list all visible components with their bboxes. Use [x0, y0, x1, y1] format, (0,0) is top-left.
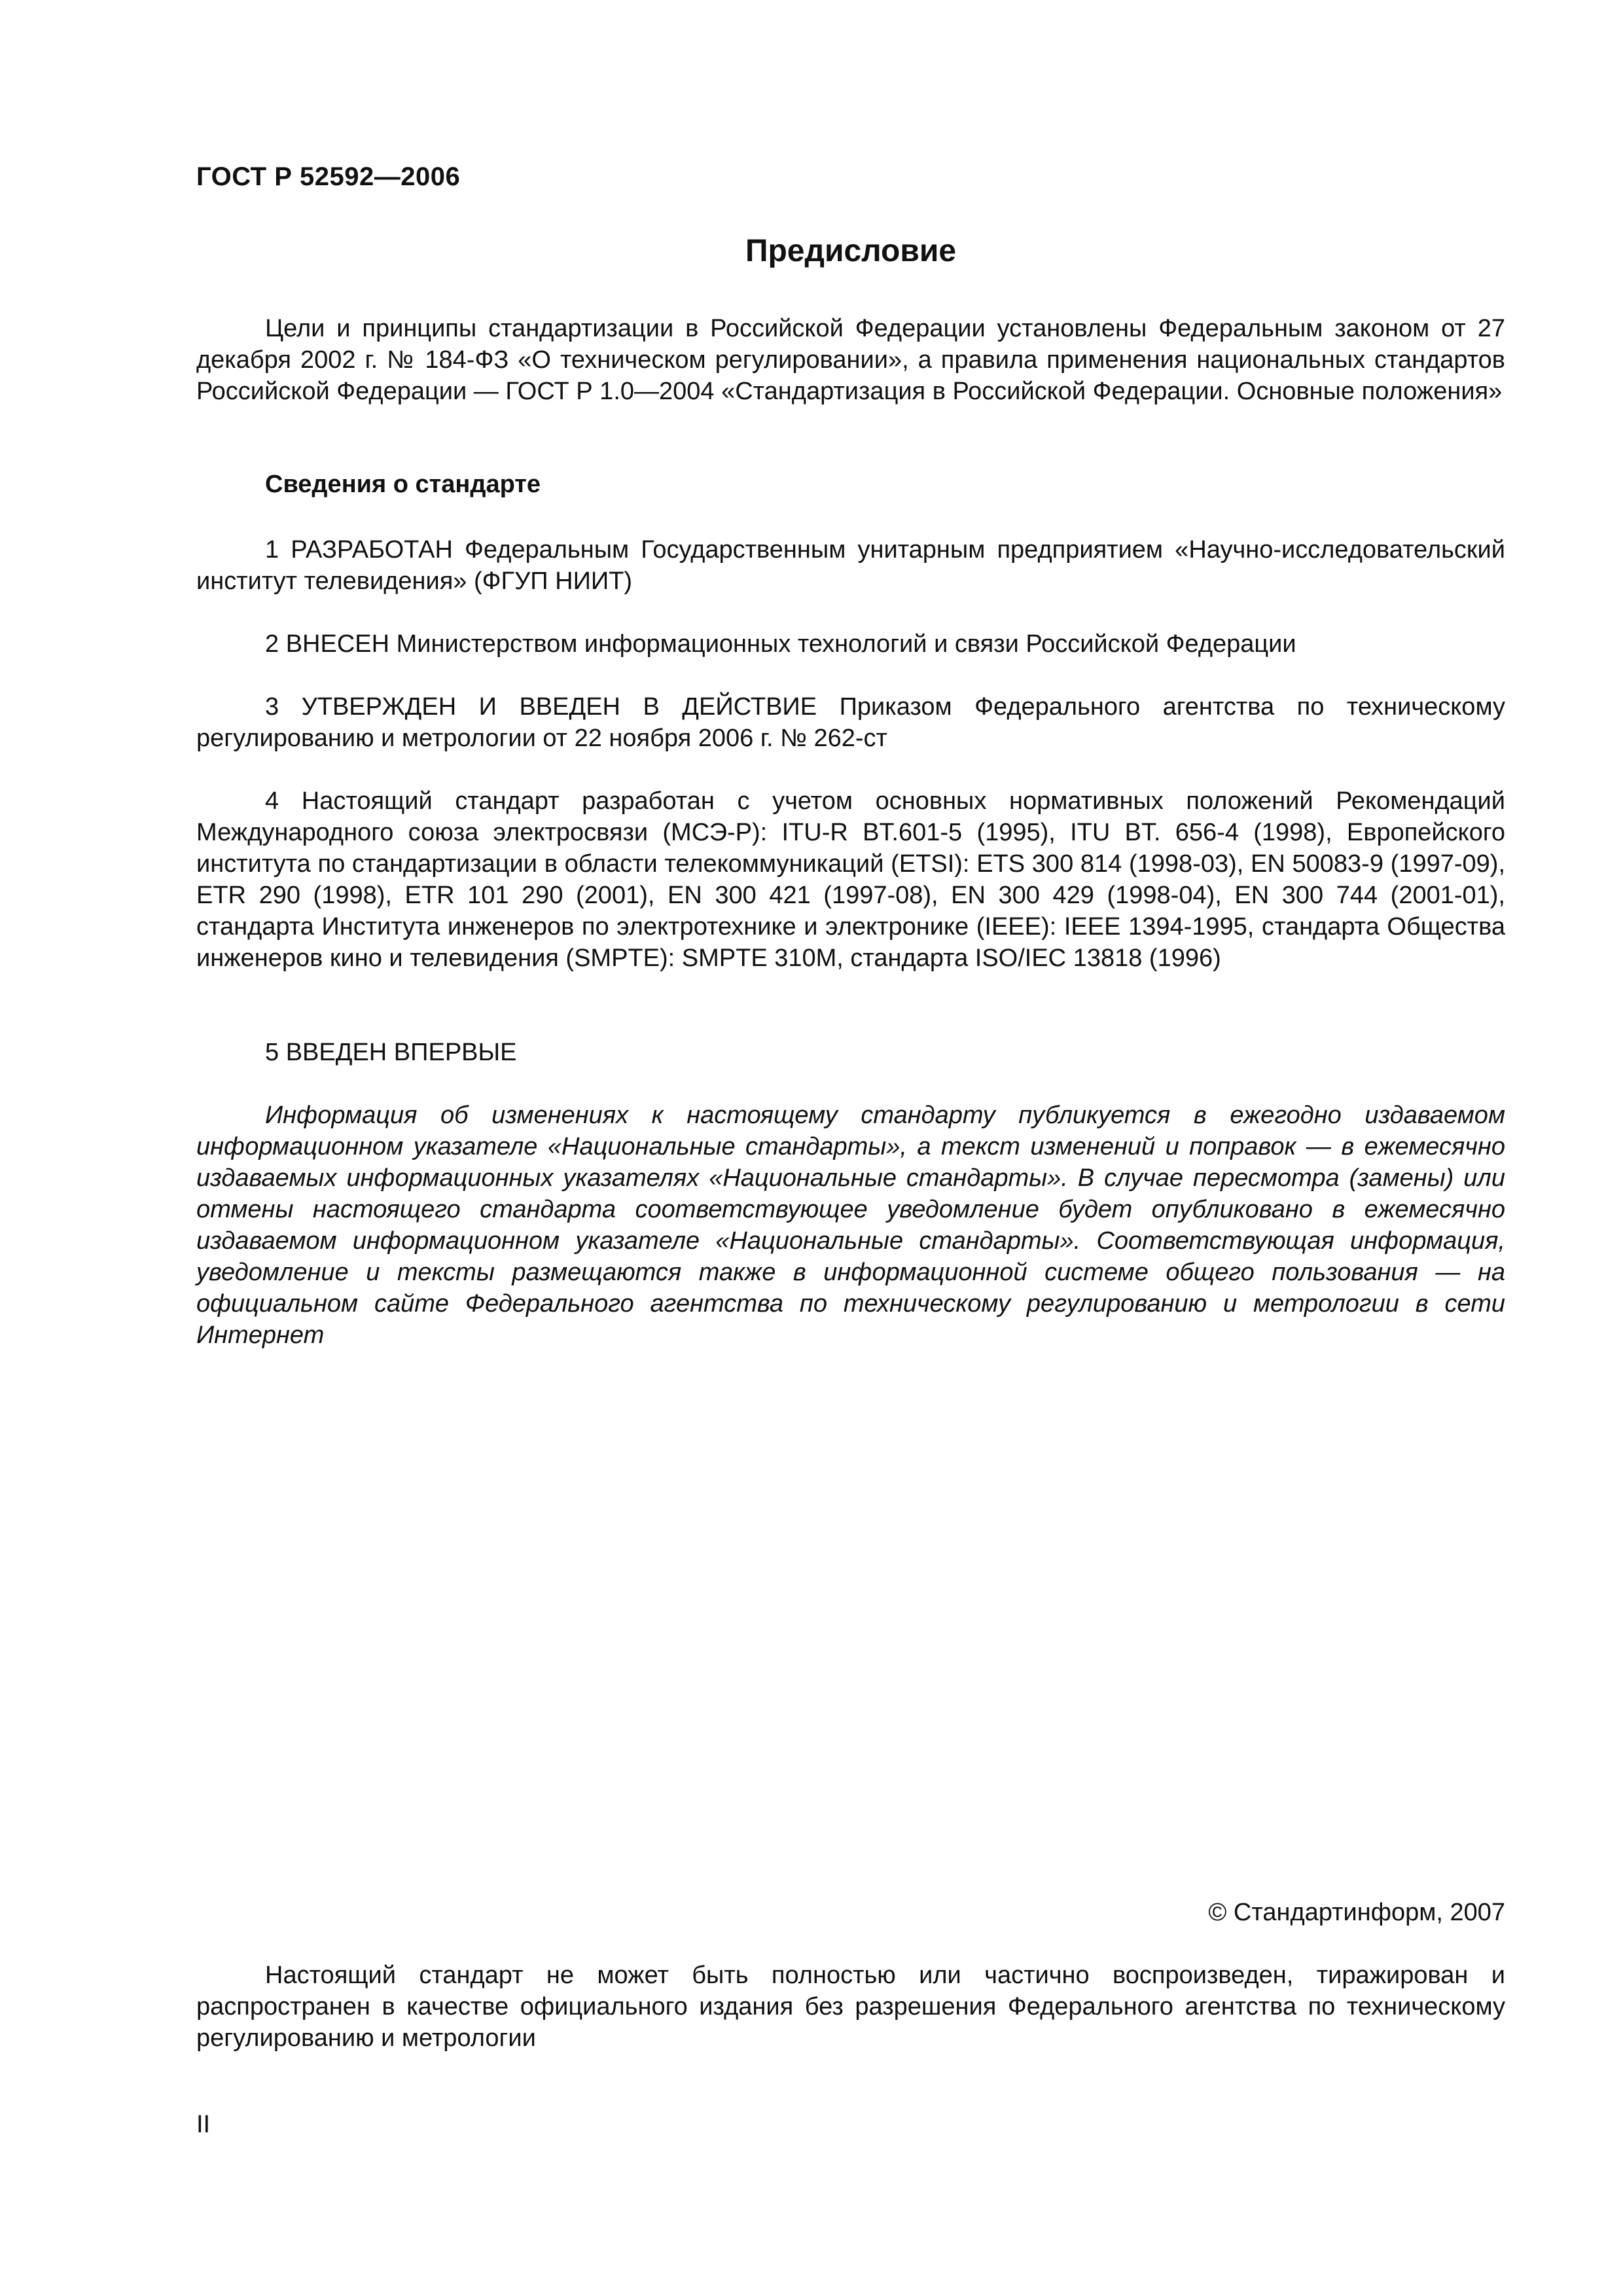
intro-paragraph: Цели и принципы стандартизации в Российской Федерации установлены Федеральным законом от 27 декабря 2002 г. № 184-ФЗ «О техническом регулировании», а правила применения национальных стандартов Российской Федерации — ГОСТ Р 1.0—2004 «Стандартизация в Российской Федерации. Основные положения» [196, 315, 1505, 405]
document-page [196, 0, 1505, 2296]
document-number: ГОСТ Р 52592—2006 [196, 162, 461, 191]
info-heading: Сведения о стандарте [265, 471, 541, 498]
copyright-line: © Стандартинформ, 2007 [1208, 1899, 1505, 1926]
item-basis: 4 Настоящий стандарт разработан с учетом основных нормативных положений Рекомендаций Международного союза электросвязи (МСЭ-Р): ITU-R BT.601-5 (1995), ITU BT. 656-4 (1998), Европейского института по стандартизации в области телекоммуникаций (ETSI): ETS 300 814 (1998-03), EN 50083-9 (1997-09), ETR 290 (1998), ETR 101 290 (2001), EN 300 421 (1997-08), EN 300 429 (1998-04), EN 300 744 (2001-01), стандарта Института инженеров по электротехнике и электронике (IEEE): IEEE 1394-1995, стандарта Общества инженеров кино и телевидения (SMPTE): SMPTE 310M, стандарта ISO/IEC 13818 (1996) [196, 787, 1505, 972]
page-number: II [196, 2111, 211, 2138]
item-submitted: 2 ВНЕСЕН Министерством информационных технологий и связи Российской Федерации [265, 630, 1296, 658]
page-title: Предисловие [745, 234, 957, 268]
item-approved: 3 УТВЕРЖДЕН И ВВЕДЕН В ДЕЙСТВИЕ Приказом Федерального агентства по техническому регулированию и метрологии от 22 ноября 2006 г. № 262-ст [196, 693, 1505, 752]
changes-notice: Информация об изменениях к настоящему стандарту публикуется в ежегодно издаваемом информационном указателе «Национальные стандарты», а текст изменений и поправок — в ежемесячно издаваемых информационных указателях «Национальные стандарты». В случае пересмотра (замены) или отмены настоящего стандарта соответствующее уведомление будет опубликовано в ежемесячно издаваемом информационном указателе «Национальные стандарты». Соответствующая информация, уведомление и тексты размещаются также в информационной системе общего пользования — на официальном сайте Федерального агентства по техническому регулированию и метрологии в сети Интернет [196, 1102, 1505, 1349]
item-developed: 1 РАЗРАБОТАН Федеральным Государственным унитарным предприятием «Научно-исследовательский институт телевидения» (ФГУП НИИТ) [196, 536, 1505, 595]
item-first-introduced: 5 ВВЕДЕН ВПЕРВЫЕ [265, 1039, 517, 1066]
reproduction-notice: Настоящий стандарт не может быть полностью или частично воспроизведен, тиражирован и распространен в качестве официального издания без разрешения Федерального агентства по техническому регулированию и метрологии [196, 1962, 1505, 2052]
